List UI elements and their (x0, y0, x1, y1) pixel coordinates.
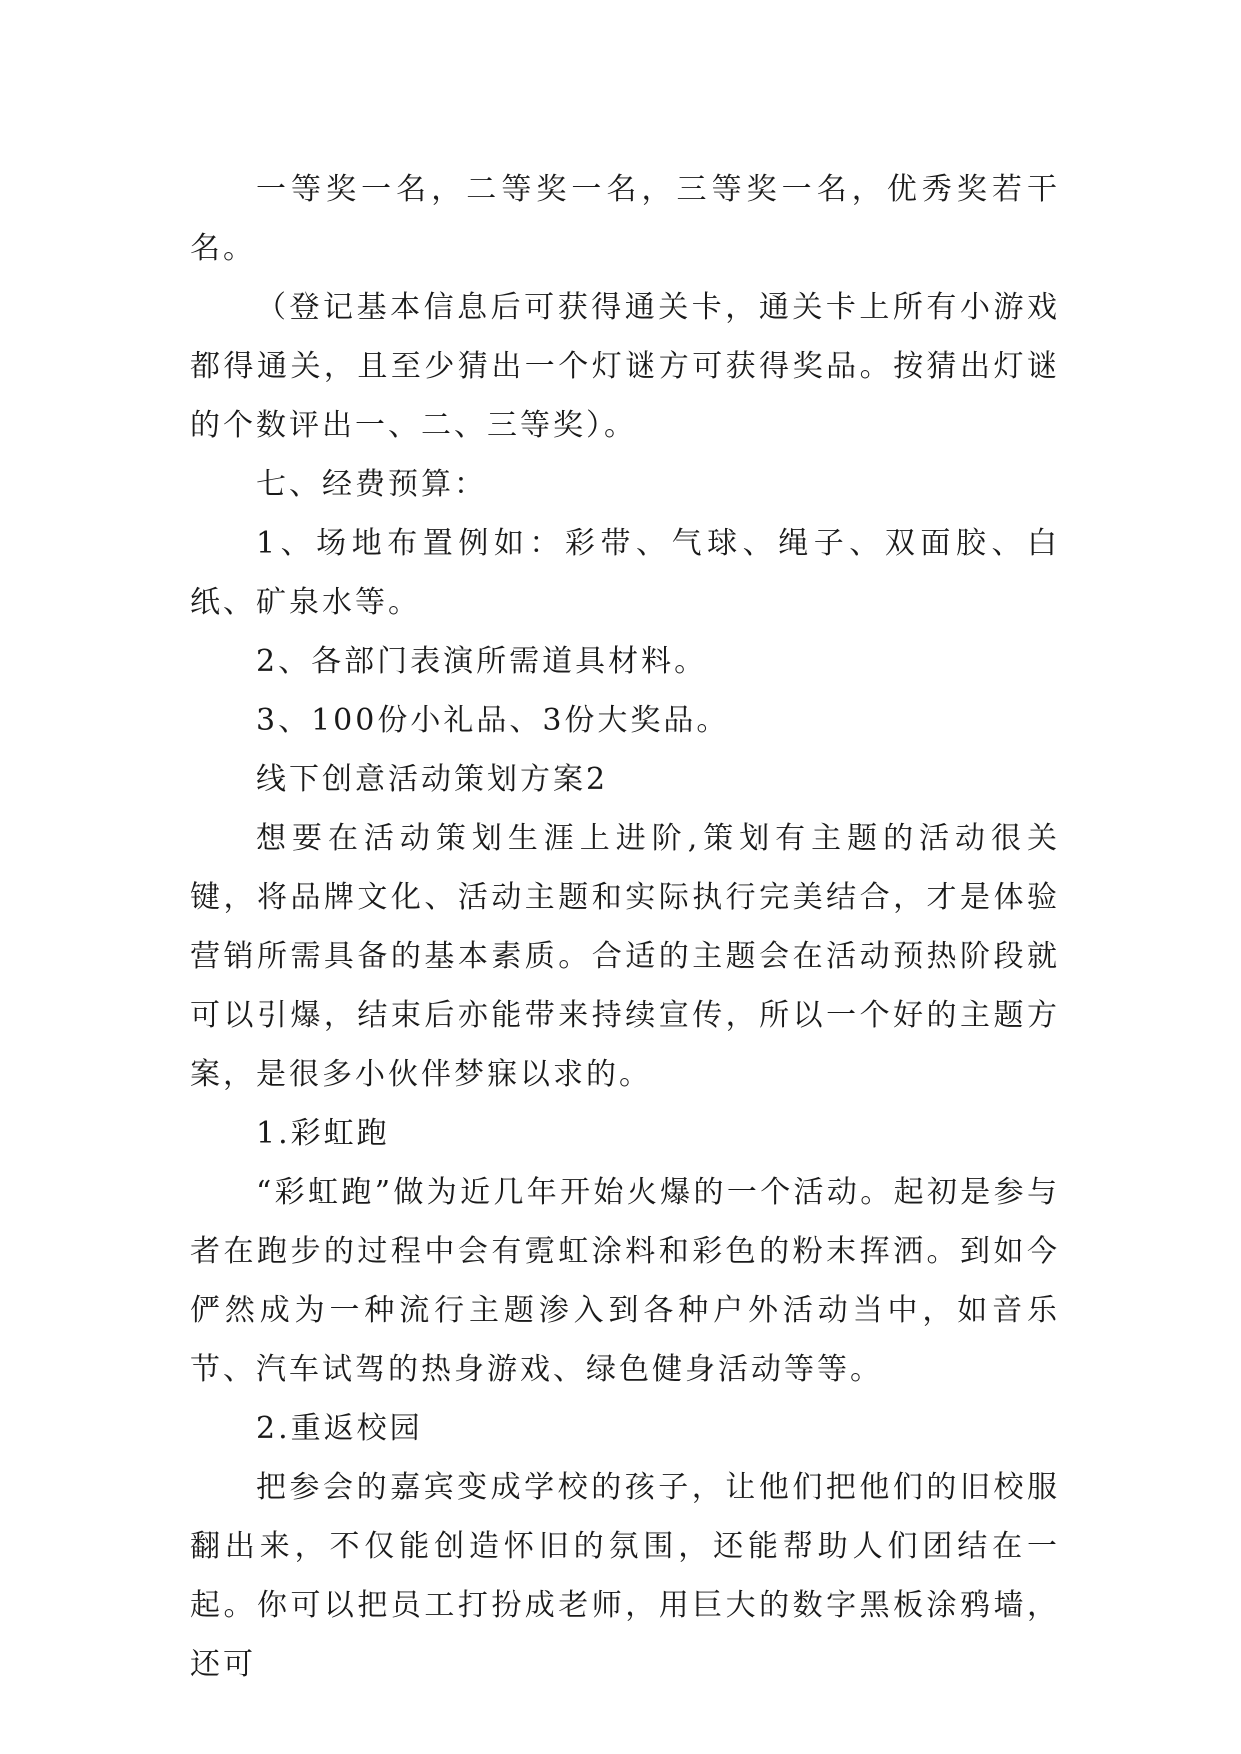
paragraph-rainbow-run: “彩虹跑”做为近几年开始火爆的一个活动。起初是参与者在跑步的过程中会有霓虹涂料和彩色的粉末挥洒。到如今俨然成为一种流行主题渗入到各种户外活动当中，如音乐节、汽车试驾的热身游戏、绿色健身活动等等。 (190, 1175, 1060, 1387)
paragraph-prize-rules: （登记基本信息后可获得通关卡，通关卡上所有小游戏都得通关，且至少猜出一个灯谜方可获得奖品。按猜出灯谜的个数评出一、二、三等奖）。 (190, 290, 1060, 443)
paragraph-intro: 想要在活动策划生涯上进阶,策划有主题的活动很关键，将品牌文化、活动主题和实际执行完美结合，才是体验营销所需具备的基本素质。合适的主题会在活动预热阶段就可以引爆，结束后亦能带来持续宣传，所以一个好的主题方案，是很多小伙伴梦寐以求的。 (190, 821, 1060, 1092)
plan-title: 线下创意活动策划方案2 (256, 762, 609, 797)
subheading-back-to-school: 2.重返校园 (256, 1411, 423, 1446)
paragraph-budget-item-3: 3、100份小礼品、3份大奖品。 (256, 703, 730, 738)
paragraph-back-to-school: 把参会的嘉宾变成学校的孩子，让他们把他们的旧校服翻出来，不仅能创造怀旧的氛围，还能帮助人们团结在一起。你可以把员工打扮成老师，用巨大的数字黑板涂鸦墙，还可 (190, 1470, 1060, 1682)
paragraph-prizes: 一等奖一名，二等奖一名，三等奖一名，优秀奖若干名。 (190, 172, 1060, 266)
paragraph-budget-item-1: 1、场地布置例如：彩带、气球、绳子、双面胶、白纸、矿泉水等。 (190, 526, 1060, 620)
paragraph-budget-item-2: 2、各部门表演所需道具材料。 (256, 644, 708, 679)
document-body (190, 160, 1060, 1694)
subheading-rainbow-run: 1.彩虹跑 (256, 1116, 390, 1151)
section-heading-budget: 七、经费预算： (256, 467, 487, 502)
